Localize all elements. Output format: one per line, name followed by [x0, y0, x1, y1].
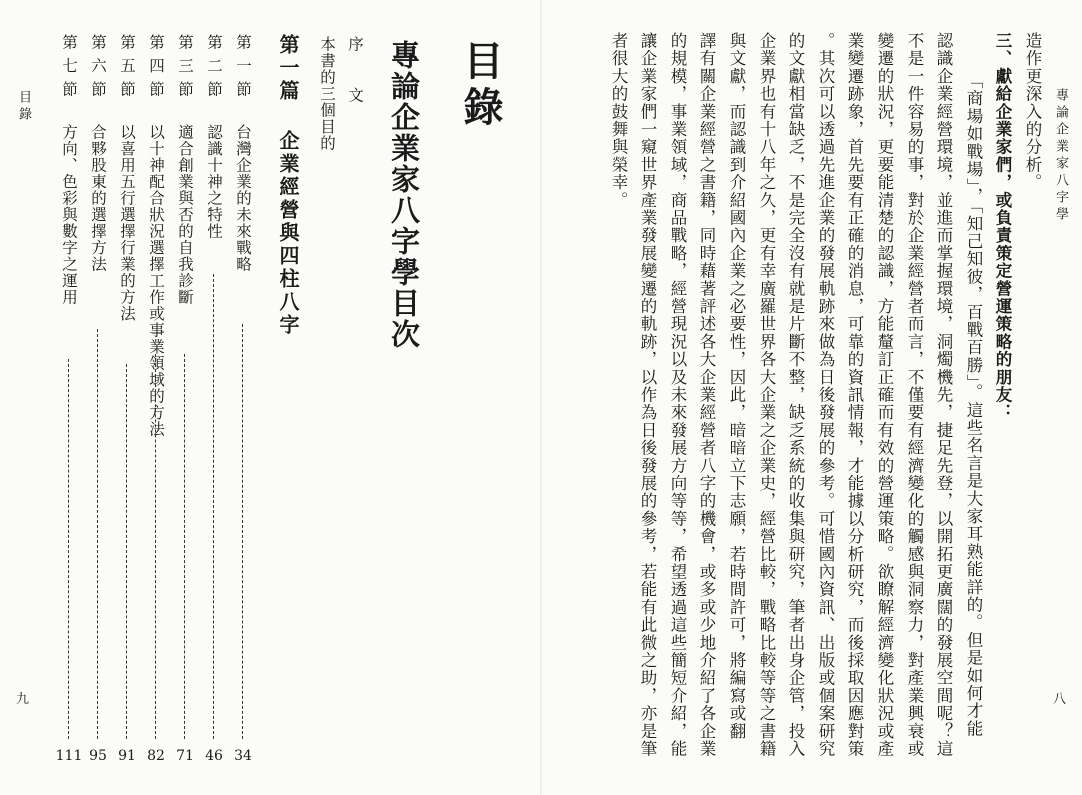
toc-page-number: 46	[205, 748, 223, 764]
toc-page-number: 111	[55, 748, 83, 764]
toc-section-row	[87, 34, 109, 779]
text-column: 業變遷跡象，首先要有正確的消息，可靠的資訊情報，才能據以分析研究，而後採取因應對策	[845, 32, 864, 758]
toc-section-row	[232, 34, 254, 779]
text-column: 企業界也有十八年之久，更有幸廣羅世界各大企業之企業史，經營比較，戰略比較等等之書籍	[757, 32, 776, 758]
text-column: 者很大的鼓舞與榮幸。	[609, 32, 628, 209]
toc-page-number: 82	[147, 748, 165, 764]
toc-section-row	[116, 34, 138, 779]
toc-section-number: 第二節	[205, 34, 223, 105]
text-column: 。其次可以透過先進企業的發展軌跡來做為日後發展的參考。可惜國內資訊、出版或個案研究	[816, 32, 835, 758]
toc-leader-dots	[97, 329, 98, 739]
toc-leader-dots	[155, 354, 156, 739]
text-column: 認識企業經營環境，並進而掌握環境，洞燭機先，捷足先登，以開拓更廣闊的發展空間呢？這	[934, 32, 953, 758]
section-heading: 三、獻給企業家們，或負責策定營運策略的朋友：	[993, 32, 1012, 422]
toc-section-number: 第四節	[147, 34, 165, 105]
toc-section-row	[55, 34, 83, 779]
page-title: 目錄	[457, 40, 504, 132]
toc-page-number: 71	[176, 748, 194, 764]
book-subtitle: 專論企業家八字學目次	[387, 40, 421, 350]
toc-section-title: 以喜用五行選擇行業的方法	[118, 124, 136, 322]
toc-section-title: 合夥股東的選擇方法	[89, 124, 107, 273]
toc-section-title: 以十神配合狀況選擇工作或事業領域的方法	[147, 124, 165, 438]
preface-label: 序 文	[346, 36, 364, 113]
toc-section-number: 第一節	[234, 34, 252, 105]
toc-section-title: 適合創業與否的自我診斷	[176, 124, 194, 306]
preface-item: 本書的三個目的	[318, 36, 336, 152]
right-folio: 八	[1053, 692, 1067, 707]
toc-section-number: 第五節	[118, 34, 136, 105]
text-column: 造作更深入的分析。	[1023, 32, 1042, 192]
left-running-head: 目錄	[16, 90, 31, 124]
right-running-head: 專論企業家八字學	[1053, 88, 1068, 224]
part-label: 第一篇	[276, 34, 300, 103]
left-folio: 九	[16, 692, 30, 707]
text-column: 讓企業家們一窺世界產業發展變遷的軌跡，以作為日後發展的參考，若能有此微之助，亦是筆	[638, 32, 657, 758]
toc-section-title: 認識十神之特性	[205, 124, 223, 240]
text-column: 變遷的狀況，更要能清楚的認識，方能釐訂正確而有效的營運策略。欲瞭解經濟變化狀況或產	[875, 32, 894, 758]
toc-section-row	[174, 34, 196, 779]
toc-leader-dots	[184, 354, 185, 739]
toc-leader-dots	[213, 274, 214, 739]
toc-leader-dots	[126, 364, 127, 739]
toc-section-title: 方向、色彩與數字之運用	[60, 124, 78, 306]
text-column: 譯有關企業經營之書籍，同時藉著評述各大企業經營者八字的機會，或多或少地介紹了各企業	[697, 32, 716, 758]
toc-section-title: 台灣企業的未來戰略	[234, 124, 252, 273]
preface-page	[541, 0, 1082, 795]
text-column: 不是一件容易的事，對於企業經營者而言，不僅要有經濟變化的觸感與洞察力，對產業興衰或	[905, 32, 924, 758]
toc-page-number: 95	[89, 748, 107, 764]
text-column: 的文獻相當缺乏，不是完全沒有就是片斷不整，缺乏系統的收集與研究，筆者出身企管，投入	[786, 32, 805, 758]
toc-page-number: 91	[118, 748, 136, 764]
toc-page-number: 34	[234, 748, 252, 764]
toc-section-row	[145, 34, 167, 779]
toc-leader-dots	[242, 324, 243, 739]
toc-leader-dots	[68, 359, 69, 739]
text-column: 的規模，事業領域，商品戰略，經營現況以及未來發展方向等等，希望透過這些簡短介紹，能	[668, 32, 687, 758]
toc-section-number: 第六節	[89, 34, 107, 105]
toc-section-number: 第七節	[60, 34, 78, 105]
text-column: 與文獻，而認識到介紹國內企業之必要性，因此，暗暗立下志願，若時間許可，將編寫或翻	[727, 32, 746, 740]
part-title: 企業經營與四柱八字	[276, 130, 300, 337]
text-column: 「商場如戰場」，「知己知彼，百戰百勝」。這些名言是大家耳熟能詳的。但是如何才能	[964, 72, 983, 738]
toc-section-number: 第三節	[176, 34, 194, 105]
toc-section-row	[203, 34, 225, 779]
